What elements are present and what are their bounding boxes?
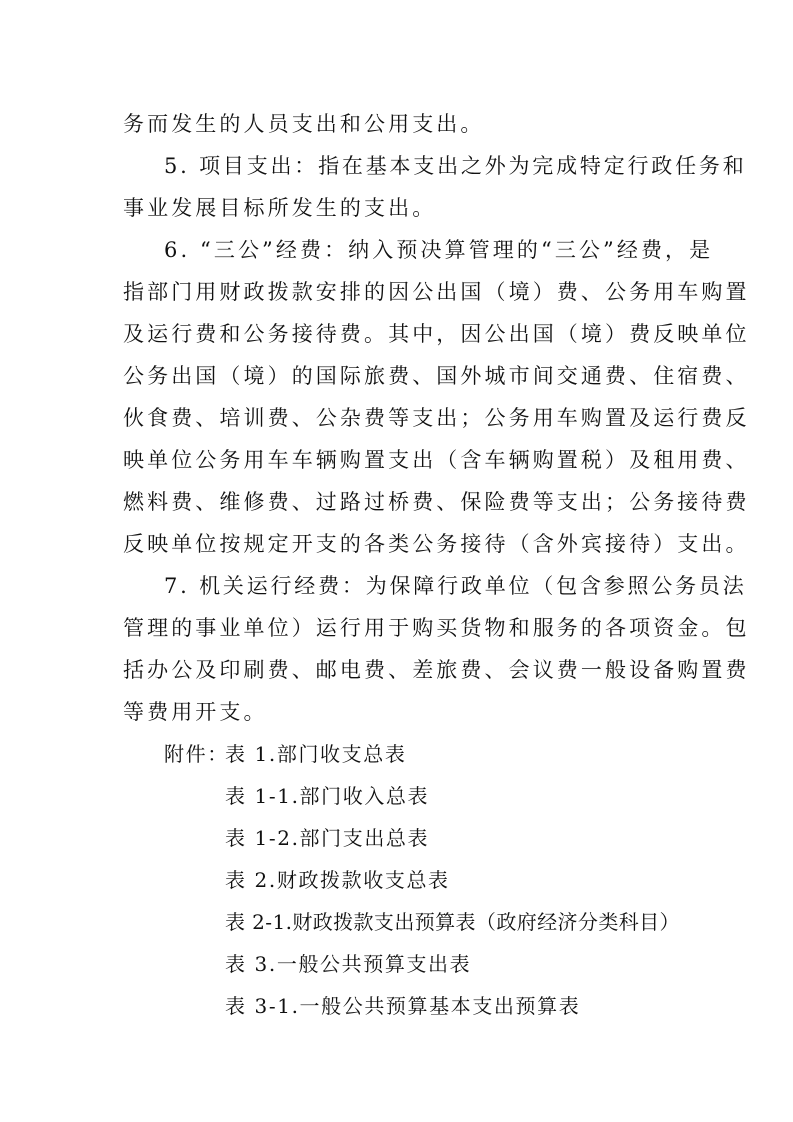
paragraph-line: 管理的事业单位）运行用于购买货物和服务的各项资金。包 [123, 616, 750, 640]
attachment-item: 表 2-1.财政拨款支出预算表（政府经济分类科目） [225, 910, 680, 934]
paragraph-line: 务而发生的人员支出和公用支出。 [123, 112, 485, 136]
attachments-label: 附件： [164, 742, 229, 766]
attachment-item: 表 3.一般公共预算支出表 [225, 952, 472, 976]
paragraph-line: 公务出国（境）的国际旅费、国外城市间交通费、住宿费、 [123, 364, 750, 388]
paragraph-line: 事业发展目标所发生的支出。 [123, 196, 437, 220]
paragraph-line: 等费用开支。 [123, 700, 268, 724]
paragraph-line: 6. “三公”经费：纳入预决算管理的“三公”经费，是 [164, 238, 714, 262]
paragraph-line: 燃料费、维修费、过路过桥费、保险费等支出；公务接待费 [123, 490, 750, 514]
paragraph-line: 指部门用财政拨款安排的因公出国（境）费、公务用车购置 [123, 280, 750, 304]
paragraph-line: 映单位公务用车车辆购置支出（含车辆购置税）及租用费、 [123, 448, 750, 472]
paragraph-line: 7. 机关运行经费：为保障行政单位（包含参照公务员法 [164, 574, 747, 598]
attachment-item: 表 1.部门收支总表 [225, 742, 407, 766]
paragraph-line: 伙食费、培训费、公杂费等支出；公务用车购置及运行费反 [123, 406, 750, 430]
paragraph-line: 反映单位按规定开支的各类公务接待（含外宾接待）支出。 [123, 532, 750, 556]
attachment-item: 表 2.财政拨款收支总表 [225, 868, 450, 892]
attachment-item: 表 3-1.一般公共预算基本支出预算表 [225, 994, 581, 1018]
paragraph-line: 及运行费和公务接待费。其中，因公出国（境）费反映单位 [123, 322, 750, 346]
attachment-item: 表 1-2.部门支出总表 [225, 826, 430, 850]
paragraph-line: 5. 项目支出：指在基本支出之外为完成特定行政任务和 [164, 154, 747, 178]
paragraph-line: 括办公及印刷费、邮电费、差旅费、会议费一般设备购置费 [123, 658, 750, 682]
attachment-item: 表 1-1.部门收入总表 [225, 784, 430, 808]
